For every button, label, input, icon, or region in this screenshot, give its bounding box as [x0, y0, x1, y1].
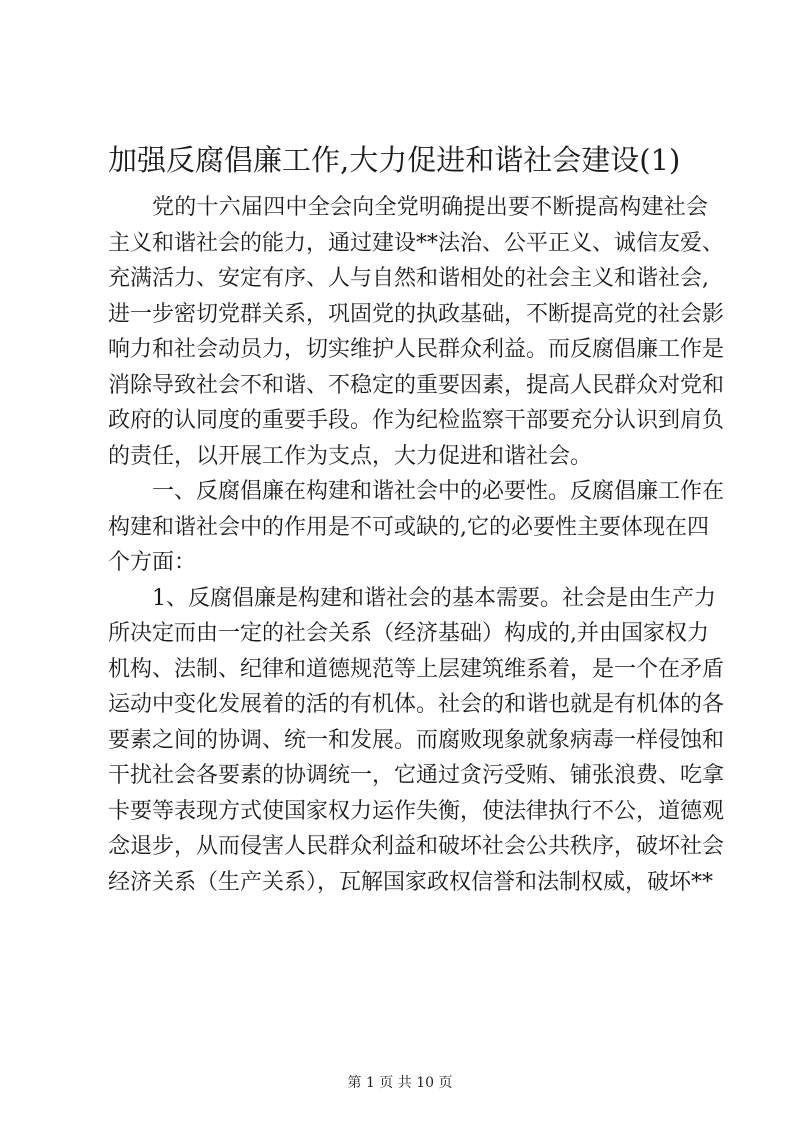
- text-line: 党的十六届四中全会向全党明确提出要不断提高构建社会: [152, 195, 708, 220]
- text-line: 1、反腐倡廉是构建和谐社会的基本需要。社会是由生产力: [152, 585, 716, 611]
- text-line: 卡要等表现方式使国家权力运作失衡，使法律执行不公，道德观: [108, 798, 725, 824]
- text-line: 的责任，以开展工作为支点，大力促进和谐社会。: [108, 443, 593, 469]
- text-line: 政府的认同度的重要手段。作为纪检监察干部要充分认识到肩负: [108, 408, 725, 433]
- text-line: 响力和社会动员力，切实维护人民群众利益。而反腐倡廉工作是: [108, 337, 725, 362]
- text-line: 念退步，从而侵害人民群众利益和破坏社会公共秩序，破坏社会: [108, 834, 725, 859]
- text-line: 要素之间的协调、统一和发展。而腐败现象就象病毒一样侵蚀和: [108, 727, 725, 753]
- text-line: 构建和谐社会中的作用是不可或缺的,它的必要性主要体现在四: [108, 514, 709, 540]
- text-line: 运动中变化发展着的活的有机体。社会的和谐也就是有机体的各: [108, 692, 725, 717]
- text-line: 消除导致社会不和谐、不稳定的重要因素，提高人民群众对党和: [108, 372, 725, 398]
- text-line: 经济关系（生产关系），瓦解国家政权信誉和法制权威，破坏**: [108, 869, 714, 895]
- paragraph-intro: [108, 190, 725, 474]
- text-line: 所决定而由一定的社会关系（经济基础）构成的,并由国家权力: [108, 621, 709, 646]
- paragraph-point-one: [108, 581, 725, 901]
- text-line: 机构、法制、纪律和道德规范等上层建筑维系着，是一个在矛盾: [108, 656, 725, 682]
- text-line: 一、反腐倡廉在构建和谐社会中的必要性。反腐倡廉工作在: [152, 479, 725, 504]
- paragraph-section-one: [108, 474, 725, 581]
- page-footer: 第 1 页 共 10 页: [347, 1075, 453, 1091]
- text-line: 充满活力、安定有序、人与自然和谐相处的社会主义和谐社会,: [108, 266, 709, 291]
- document-title: 加强反腐倡廉工作,大力促进和谐社会建设(1): [108, 143, 681, 177]
- document-body: [108, 190, 725, 900]
- text-line: 个方面：: [108, 550, 197, 575]
- text-line: 干扰社会各要素的协调统一，它通过贪污受贿、铺张浪费、吃拿: [108, 763, 725, 788]
- text-line: 主义和谐社会的能力，通过建设**法治、公平正义、诚信友爱、: [108, 230, 725, 256]
- text-line: 进一步密切党群关系，巩固党的执政基础，不断提高党的社会影: [108, 301, 725, 327]
